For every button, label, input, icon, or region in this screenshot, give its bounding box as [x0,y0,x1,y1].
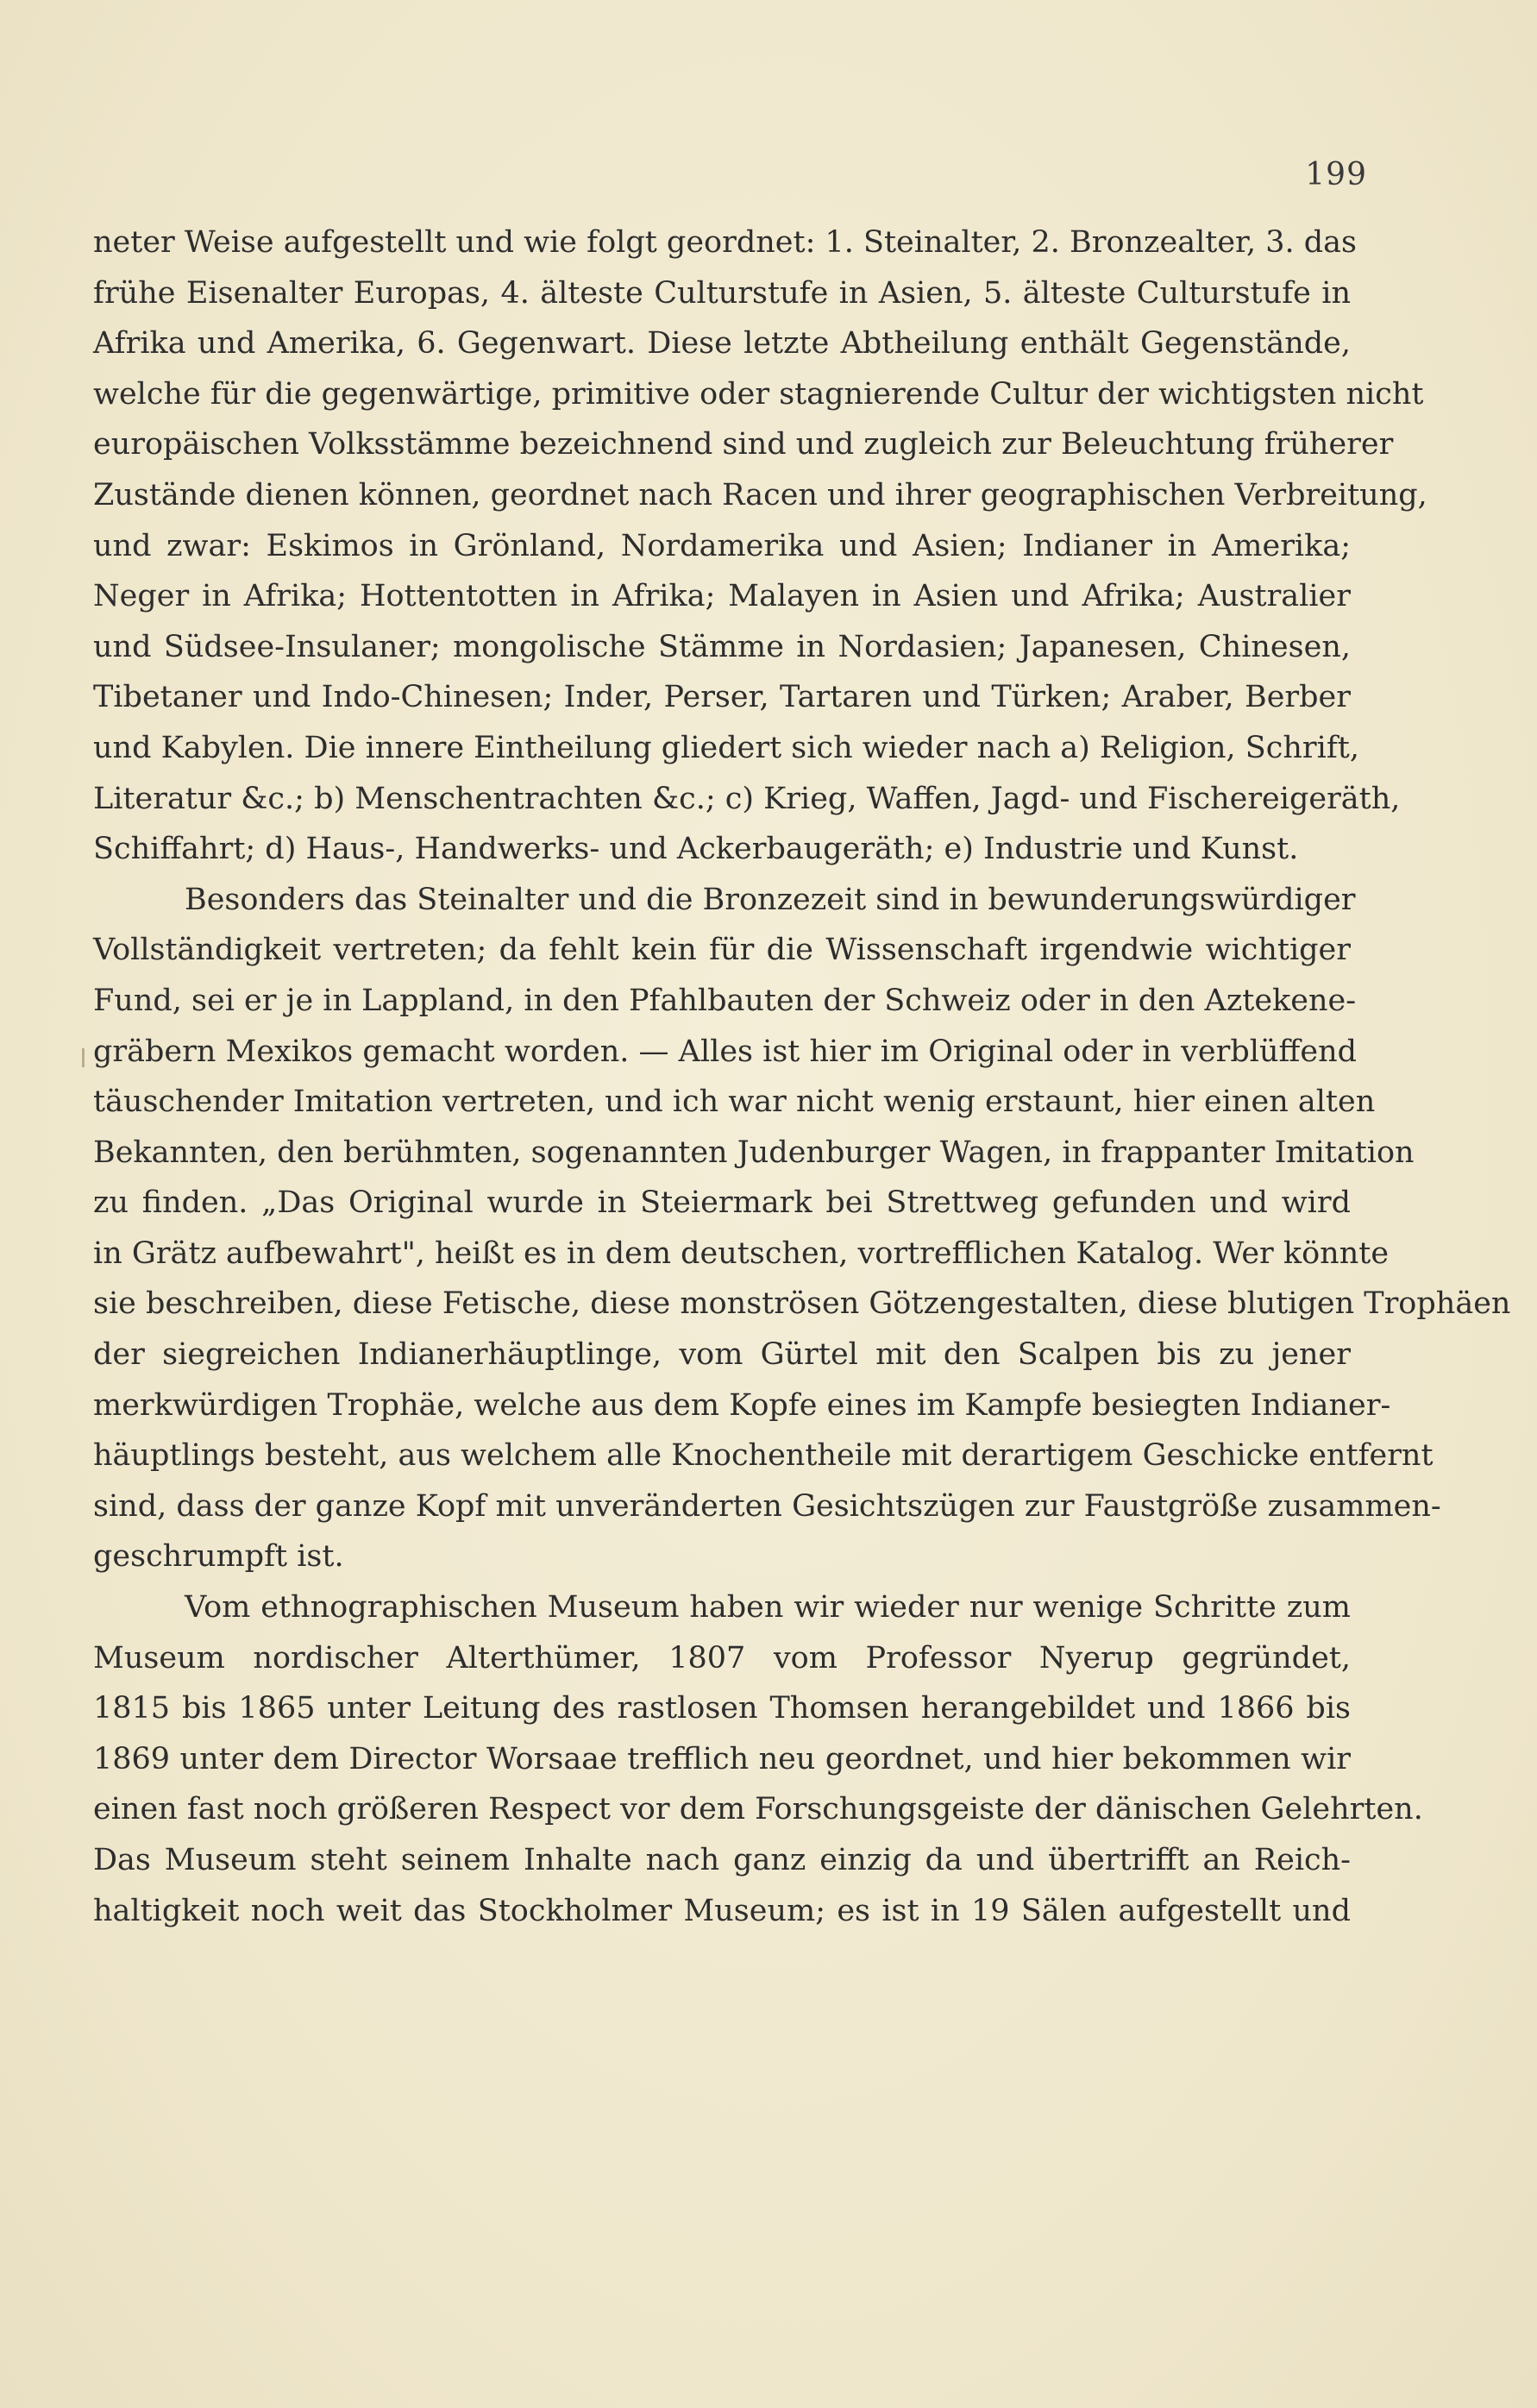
text-line: einen fast noch größeren Respect vor dem Forschungsgeiste der dänischen Gelehrten. [93,1792,1423,1827]
text-line: 1869 unter dem Director Worsaae trefflich neu geordnet, und hier bekommen wir [93,1741,1351,1776]
text-line: Das Museum steht seinem Inhalte nach ganz einzig da und übertrifft an Reich- [93,1843,1351,1877]
body-text [93,217,1511,1936]
text-line: Museum nordischer Alterthümer, 1807 vom Professor Nyerup gegründet, [93,1640,1351,1676]
text-line: Zustände dienen können, geordnet nach Racen und ihrer geographischen Verbreitung, [93,477,1427,512]
text-line: und zwar: Eskimos in Grönland, Nordamerika und Asien; Indianer in Amerika; [93,528,1351,563]
text-line: häuptlings besteht, aus welchem alle Knochentheile mit derartigem Geschicke entfernt [93,1438,1433,1474]
text-line: welche für die gegenwärtige, primitive oder stagnierende Cultur der wichtigsten nicht [93,376,1424,412]
text-line: Fund, sei er je in Lappland, in den Pfahlbauten der Schweiz oder in den Aztekene- [93,983,1357,1018]
text-line: täuschender Imitation vertreten, und ich war nicht wenig erstaunt, hier einen alten [93,1085,1376,1120]
text-line: Afrika und Amerika, 6. Gegenwart. Diese letzte Abtheilung enthält Gegenstände, [93,326,1351,362]
text-line: der siegreichen Indianerhäuptlinge, vom Gürtel mit den Scalpen bis zu jener [93,1337,1351,1373]
page-number: 199 [1305,157,1367,192]
text-line: frühe Eisenalter Europas, 4. älteste Culturstufe in Asien, 5. älteste Culturstufe in [93,275,1351,311]
text-line: merkwürdigen Trophäe, welche aus dem Kopfe eines im Kampfe besiegten Indianer- [93,1387,1391,1423]
text-line: Besonders das Steinalter und die Bronzezeit sind in bewunderungswürdiger [185,882,1356,917]
text-line: Tibetaner und Indo-Chinesen; Inder, Perser, Tartaren und Türken; Araber, Berber [93,680,1351,715]
text-line: und Südsee-Insulaner; mongolische Stämme in Nordasien; Japanesen, Chinesen, [93,629,1351,664]
text-line: zu finden. „Das Original wurde in Steiermark bei Strettweg gefunden und wird [93,1185,1351,1221]
text-line: Literatur &c.; b) Menschentrachten &c.; c) Krieg, Waffen, Jagd- und Fischereigeräth, [93,781,1401,816]
text-line: haltigkeit noch weit das Stockholmer Museum; es ist in 19 Sälen aufgestellt und [93,1893,1351,1928]
text-line: Vom ethnographischen Museum haben wir wieder nur wenige Schritte zum [185,1590,1351,1625]
text-line: Schiffahrt; d) Haus-, Handwerks- und Ackerbaugeräth; e) Industrie und Kunst. [93,832,1299,867]
text-line: in Grätz aufbewahrt", heißt es in dem deutschen, vortrefflichen Katalog. Wer könnte [93,1235,1390,1271]
text-line: sie beschreiben, diese Fetische, diese monströsen Götzengestalten, diese blutigen Trophäen [93,1286,1511,1322]
margin-mark [82,1048,85,1067]
text-line: 1815 bis 1865 unter Leitung des rastlosen Thomsen herangebildet und 1866 bis [93,1691,1351,1726]
text-line: Bekannten, den berühmten, sogenannten Judenburger Wagen, in frappanter Imitation [93,1135,1415,1170]
text-line: gräbern Mexikos gemacht worden. — Alles ist hier im Original oder in verblüffend [93,1034,1358,1069]
text-line: europäischen Volksstämme bezeichnend sind und zugleich zur Beleuchtung früherer [93,427,1394,462]
text-line: sind, dass der ganze Kopf mit unveränderten Gesichtszügen zur Faustgröße zusammen- [93,1488,1441,1524]
text-line: geschrumpft ist. [93,1539,344,1575]
text-line: und Kabylen. Die innere Eintheilung gliedert sich wieder nach a) Religion, Schrift, [93,730,1360,765]
text-line: Vollständigkeit vertreten; da fehlt kein für die Wissenschaft irgendwie wichtiger [93,933,1351,968]
text-line: Neger in Afrika; Hottentotten in Afrika; Malayen in Asien und Afrika; Australier [93,579,1351,614]
text-line: neter Weise aufgestellt und wie folgt geordnet: 1. Steinalter, 2. Bronzealter, 3. das [93,225,1357,260]
